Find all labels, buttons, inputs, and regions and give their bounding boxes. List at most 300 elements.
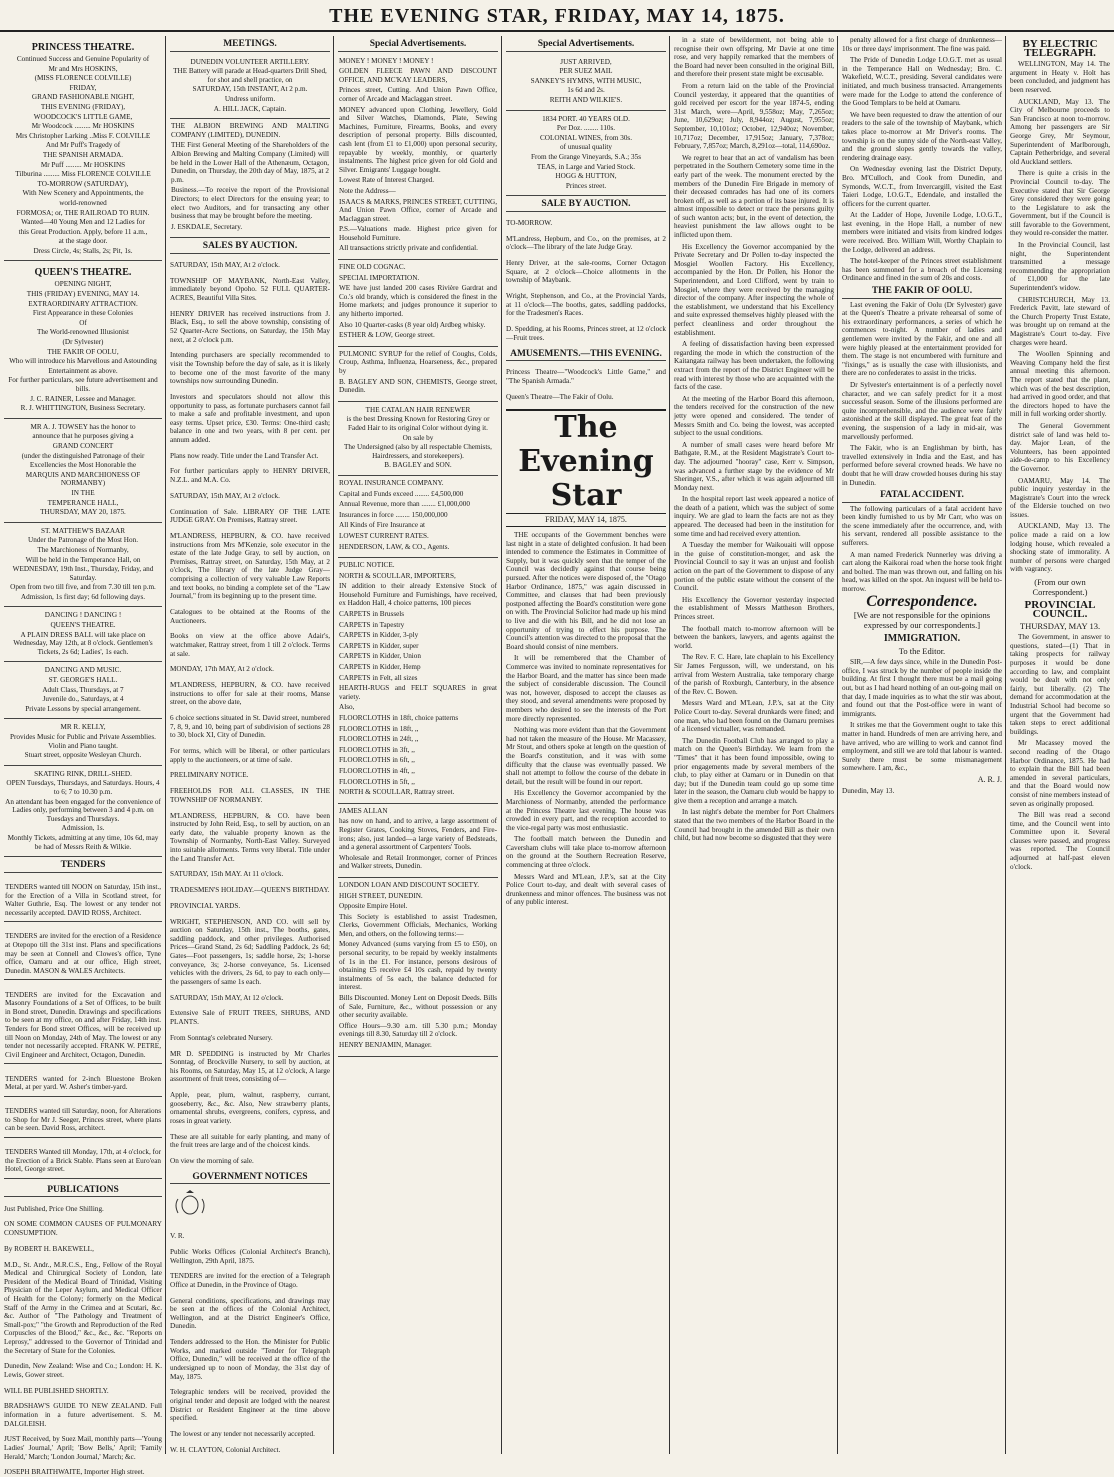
publications-heading: PUBLICATIONS	[4, 1186, 162, 1198]
text-line: A number of small cases were heard before Mr Bathgate, R.M., at the Resident Magistrate's Court to-day. The adjourned "hooray" case, Kerr v. Simpson, was advanced a further stage by the evidence of Mr Sheringer, V.S., after which it was again adjourned till Monday next.	[674, 440, 834, 492]
dancing-music-ad	[4, 662, 162, 719]
text-line: THIS EVENING (FRIDAY),	[40, 102, 126, 111]
text-line: Also 10 Quarter-casks (8 year old) Ardbeg whisky.	[339, 320, 486, 329]
text-line: PULMONIC SYRUP for the relief of Coughs, Colds, Croup, Asthma, Influenza, Hoarseness, &c., prepared by	[339, 349, 497, 375]
text-line: The Marchioness of Normanby,	[37, 545, 129, 554]
text-line: in a state of bewilderment, not being able to recognise their own offspring. Mr Davie at one time rose, and very happily remarked that the members of the Board had never been consulted in the original Bill, and therefore their present state might be excusable.	[674, 36, 834, 79]
text-line: PROVINCIAL YARDS.	[170, 901, 241, 910]
text-line: HENDERSON, LAW, & CO., Agents.	[339, 542, 450, 551]
text-line: FRIDAY,	[69, 83, 97, 92]
text-line: announce that he purposes giving a	[32, 432, 134, 441]
text-line: DUNEDIN VOLUNTEER ARTILLERY.	[190, 57, 310, 66]
text-line: Princes street.	[565, 181, 607, 190]
text-line: A man named Frederick Nunnerley was driving a cart along the Kaikorai road when the horse took fright and bolted. The man was thrown out, and falling on his head, was killed on the spot. An inquest will be held to-morrow.	[842, 550, 1002, 594]
text-line: Extensive Sale of FRUIT TREES, SHRUBS, AND PLANTS.	[170, 1009, 330, 1026]
news-paragraphs-2	[842, 36, 1002, 283]
text-line: Admission, 1s.	[61, 824, 105, 833]
text-line: FLOORCLOTHS in 3ft, ,,	[339, 745, 415, 754]
government-notices-heading: GOVERNMENT NOTICES	[170, 1173, 330, 1185]
text-line: Nothing was more evident than that the Government had not taken the measure of the House. Mr Macassey, Mr Stout, and others spoke at length on the question of the Board's constitution, and it was with some difficulty that the clause was eventually passed. We shall not attempt to follow the course of the debate in detail, but the result will be found in our report.	[506, 726, 666, 786]
royal-insurance-ad	[338, 476, 498, 558]
text-line: A PLAIN DRESS BALL will take place on Wednesday, May 12th, at 8 o'clock. Gentlemen's Tickets, 2s 6d; Ladies', 1s each.	[13, 630, 153, 656]
text-line: On Wednesday evening last the District Deputy, Bro. M'Culloch, and Cook from Dunedin, and Symonds, W.C.T., from Invercargill, visited the East Taieri Lodge, I.O.G.T., Edendale, and installed the officers for the current quarter.	[842, 165, 1002, 208]
text-line: By ROBERT H. BAKEWELL,	[4, 1244, 94, 1253]
text-line: From Sonntag's celebrated Nursery.	[170, 1033, 273, 1042]
queens-theatre-heading: QUEEN'S THEATRE.	[34, 267, 132, 279]
text-line: THE ALBION BREWING AND MALTING COMPANY (LIMITED), DUNEDIN.	[171, 122, 329, 139]
text-line: PRELIMINARY NOTICE.	[170, 771, 249, 780]
text-line: ST. MATTHEW'S BAZAAR	[40, 526, 125, 535]
immigration-salutation: To the Editor.	[898, 646, 946, 657]
text-line: M'LANDRESS, HEPBURN, & CO. have received instructions to offer for sale at their rooms, Manse street, on the above date,	[170, 681, 330, 707]
text-line: The Pride of Dunedin Lodge I.O.G.T. met as usual in the Temperance Hall on Wednesday; Bro. C. Wakefield, W.C.T., presiding. Several candidates were initiated, and much business transacted. Arrangements were made for the Lodge to attend the conference of the Good Templars to be held at Oamaru.	[842, 56, 1002, 108]
masthead	[0, 4, 1114, 32]
text-line: Public Works Offices (Colonial Architect's Branch), Wellington, 29th April, 1875.	[170, 1247, 330, 1265]
text-line: HEARTH-RUGS and FELT SQUARES in great variety.	[339, 684, 497, 701]
royal-crest-icon	[170, 1189, 210, 1219]
text-line: M'LANDRESS, HEPBURN, & CO. have received instructions from Mrs M'Kenzie, sole executor in the estate of the late Judge Gray, to sell by auction, on Premises, Rattray street, on Saturday, 15th May, at 2 o'clock, The library of the late Judge Gray—comprising a collection of very valuable Law Reports and text books, no binding a complete set of the "Law Journal," from its beginning up to the present time.	[170, 532, 330, 601]
text-line: THE SPANISH ARMADA.	[42, 150, 124, 159]
text-line: THE Battery will parade at Head-quarters Drill Shed, for shot and shell practice, on	[173, 67, 327, 84]
text-line: Monthly Tickets, admitting at any time, 10s 6d, may be had of Messrs Reith & Wilkie.	[7, 833, 159, 851]
text-line: GRAND CONCERT	[52, 441, 114, 450]
golden-fleece-ad	[338, 54, 498, 260]
text-line: SPECIAL IMPORTATION.	[339, 273, 420, 282]
text-line: HOGG & HUTTON,	[555, 172, 617, 181]
text-line: We have been requested to draw the attention of our readers to the sale of the township of Maybank, which takes place to-morrow at Mr Driver's rooms. The township is on the sunny side of the North-east Valley, and the ground slopes gently towards the valley, rendering drainage easy.	[842, 110, 1002, 162]
auction-lines	[506, 219, 666, 342]
text-line: TENDERS are invited for the erection of a Telegraph Office at Dunedin, in the Province of Otago.	[170, 1272, 330, 1289]
text-line: Admission, 1s first day; 6d following days.	[20, 592, 146, 601]
text-line: ROYAL INSURANCE COMPANY.	[339, 478, 444, 487]
text-line: SIR,—A few days since, while in the Dunedin Post-office, I was struck by the number of people inside the building. At first I thought there must be a mail going out, but as I had heard nothing of an out-going mail on that day, I made inquiries as to what the stir was about, and found out that the Post-office were in want of immigrants.	[842, 658, 1002, 718]
pulmonic-syrup-ad	[338, 347, 498, 402]
text-line: A feeling of dissatisfaction having been expressed regarding the mode in which the construction of the Kaitangata railway has been undertaken, the following extract from the report of the District Engineer will be read with interest by those who are acquainted with the facts of the case.	[674, 340, 834, 392]
pulmonic-syrup-lines	[339, 350, 497, 395]
tenders-heading: TENDERS	[4, 861, 162, 873]
text-line: SANKEY'S HYMNS, WITH MUSIC,	[530, 76, 642, 85]
text-line: Office Hours—9.30 a.m. till 5.30 p.m.; Monday evenings till 8.30, Saturday till 2 o'clock.	[339, 1021, 497, 1039]
meetings-heading: MEETINGS.	[170, 40, 330, 52]
text-line: B. BAGLEY and SON.	[384, 461, 452, 470]
text-line: Bills Discounted. Money Lent on Deposit Deeds. Bills of Sale, Furniture, &c., without possession or any other security available.	[339, 994, 497, 1020]
text-line: This Society is established to assist Tradesmen, Clerks, Government Officials, Mechanics, Working Men, and others, on the following terms:—	[339, 912, 497, 938]
text-line: FLOORCLOTHS in 18ft, choice patterns	[339, 714, 459, 722]
text-line: The Dunedin Football Club has arranged to play a match on the Queen's Birthday. We learn from the "Times" that it has been found impossible, owing to prior engagements made by several members of the club, to play either at Oamaru or in Dunedin on that day; but if the Dunedin team could go up some time later in the season, the Oamaru club would be happy to give them a reception and arrange a match.	[674, 736, 834, 805]
port-wine-lines	[507, 115, 665, 191]
text-line: Adult Class, Thursdays, at 7	[42, 685, 124, 694]
queens-theatre-ad	[4, 261, 162, 418]
text-line: Continued Success and Genuine Popularity of	[16, 55, 150, 63]
fakir-heading: THE FAKIR OF OOLU.	[842, 287, 1002, 299]
tenders-list	[4, 880, 162, 1179]
text-line: THURSDAY, MAY 20, 1875.	[40, 508, 126, 517]
telegraph-body	[1010, 60, 1110, 574]
text-line: TENDERS wanted for 2-inch Bluestone Broken Metal, at per yard. W. Asher's timber-yard.	[4, 1072, 162, 1097]
text-line: Mrs Christopher Larking ..Miss F. COLVILLE	[15, 131, 151, 140]
text-line: Messrs Ward and M'Lean, J.P.'s, sat at the City Police Court to-day, and dealt with several cases of drunkenness and minor offences. The business was not of any public interest.	[506, 872, 666, 907]
text-line: MONDAY, 17th MAY, At 2 o'clock.	[170, 665, 274, 674]
text-line: Wanted—40 Young Men and 12 Ladies for	[21, 218, 145, 227]
text-line: In last night's debate the member for Port Chalmers stated that the two members of the Harbor Board in the Council had brought in the amended Bill as their own child, but had now become so disgusted that they were	[674, 808, 834, 843]
text-line: TENDERS wanted till Saturday, noon, for Alterations to Shop for Mr J. Seeger, Princes street, where plans can be seen. David Ross, architect.	[4, 1104, 162, 1138]
text-line: Per Doz. ........ 110s.	[556, 124, 616, 133]
text-line: WILL BE PUBLISHED SHORTLY.	[4, 1386, 109, 1395]
text-line: All transactions strictly private and confidential.	[339, 244, 478, 253]
text-line: WEDNESDAY, 19th Inst., Thursday, Friday, and Saturday.	[12, 565, 154, 582]
text-line: Under the Patronage of the Most Hon.	[28, 536, 138, 545]
text-line: An attendant has been engaged for the convenience of Ladies only, performing between 3 and 4 p.m. on Tuesdays and Thursdays.	[5, 797, 161, 823]
text-line: HIGH STREET, DUNEDIN.	[339, 891, 423, 900]
text-line: A Tuesday the member for Waikouaiti will oppose in the guise of constitution-monger, and ask the Provincial Council to say it was an unjust and foolish action on the part of the Government to dispose of any portion of the public estate without the consent of the Council.	[674, 541, 834, 593]
text-line: Catalogues to be obtained at the Rooms of the Auctioneers.	[170, 607, 330, 625]
text-line: A. HILL JACK, Captain.	[213, 104, 287, 113]
loan-society-ad	[338, 878, 498, 1057]
st-matthews-bazaar-ad	[4, 523, 162, 608]
text-line: MARQUIS AND MARCHIONESS OF NORMANBY)	[25, 470, 141, 488]
text-line: For further particulars, see future advertisement and bills.	[8, 376, 158, 393]
text-line: Mr and Mrs HOSKINS,	[48, 64, 118, 73]
text-line: Undress uniform.	[224, 94, 276, 103]
column-3	[338, 36, 502, 1454]
provincial-council-date: THURSDAY, MAY 13.	[1019, 621, 1101, 632]
fakir-body	[842, 301, 1002, 487]
text-line: JOSEPH BRAITHWAITE, Importer High street.	[4, 1468, 145, 1477]
text-line: Last evening the Fakir of Oolu (Dr Sylvester) gave at the Queen's Theatre a private rehearsal of some of his extraordinary performances, a series of which he commences to-night. A number of ladies and gentlemen were invited by the Fakir, and one and all were highly pleased at the entertainment provided for them. The stage is not encumbered with furniture and "fixings," as is usually the case with illusionists, and there are no confederates to assist in the tricks.	[842, 300, 1002, 378]
text-line: The Woollen Spinning and Weaving Company held the first annual meeting this afternoon. The report stated that the plant, which was of the best description, had arrived in good order, and that the directors hoped to have the mill in full working order shortly.	[1010, 350, 1110, 419]
text-line: Insurances in force ........ 150,000,000	[339, 510, 448, 519]
text-line: General conditions, specifications, and drawings may be seen at the offices of the Colonial Architect, Wellington, and at the District Engineer's Office, Dunedin.	[170, 1296, 330, 1331]
text-line: 1834 PORT. 40 YEARS OLD.	[542, 114, 630, 123]
skating-rink-lines	[5, 770, 161, 851]
text-line: REITH AND WILKIE'S.	[549, 95, 623, 104]
government-notice-lines	[170, 1232, 330, 1454]
text-line: TO-MORROW (SATURDAY),	[37, 179, 129, 188]
text-line: The Government, in answer to questions, stated—(1) That in taking prospects for railway purposes it would be done according to law, and complaint would be dealt with not only fairly, but liberally. (2) The demand for accommodation at the Industrial School had become so urgent that the Government had taken steps to erect additional buildings.	[1010, 633, 1110, 736]
text-line: LONDON LOAN AND DISCOUNT SOCIETY.	[339, 880, 480, 889]
text-line: FORMOSA; or, THE RAILROAD TO RUIN.	[16, 208, 150, 217]
text-line: MR R. KELLY,	[60, 723, 106, 732]
text-line: The football match between the Dunedin and Caversham clubs will take place to-morrow afternoon on the ground at the Southern Recreation Reserve, commencing at three o'clock.	[506, 835, 666, 870]
text-line: (Dr Sylvester)	[62, 338, 104, 347]
text-line: at the stage door.	[58, 237, 108, 246]
text-line: D. Spedding, at his Rooms, Princes street, at 12 o'clock—Fruit trees.	[506, 325, 666, 342]
dancing-lines	[5, 611, 161, 656]
text-line: DANCING ! DANCING !	[44, 611, 122, 620]
text-line: THE FAKIR OF OOLU,	[47, 347, 119, 356]
column-6	[842, 36, 1006, 1454]
text-line: Will be held in the Temperance Hall, on	[25, 555, 141, 564]
text-line: ON SOME COMMON CAUSES OF PULMONARY CONSUMPTION.	[4, 1220, 162, 1238]
text-line: From the Grange Vineyards, S.A.; 35s	[530, 152, 642, 161]
text-line: There is quite a crisis in the Provincial Council to-day. The Executive stated that Sir George Grey considered they were going to the Legislature to ask the Government, but if the Council is still favorable to the Government, they would re-consider the matter.	[1010, 169, 1110, 238]
text-line: TO-MORROW.	[506, 219, 553, 228]
text-line: Who will introduce his Marvellous and Astounding	[9, 357, 157, 366]
catalan-hair-lines	[339, 406, 497, 470]
immigration-body	[842, 658, 1002, 773]
evening-star-flag: The Evening Star	[506, 409, 666, 514]
sales-heading: SALES BY AUCTION.	[170, 242, 330, 254]
text-line: Queen's Theatre—The Fakir of Oolu.	[506, 392, 614, 401]
brewing-company-notice	[170, 119, 330, 238]
text-line: Princes street, Cutting. And Union Pawn Office, corner of Arcade and Maclaggan street.	[339, 86, 497, 103]
text-line: MR A. J. TOWSEY has the honor to	[30, 422, 136, 431]
text-line: (MISS FLORENCE COLVILLE)	[34, 74, 132, 83]
cognac-lines	[339, 263, 497, 340]
port-wine-ad	[506, 111, 666, 197]
text-line: THE First General Meeting of the Shareholders of the Albion Brewing and Malting Company (Limited) will be held in the Lower Hall of the Athenæum, Octagon, Dunedin, on Thursday, the 20th day of May, 1875, at 2 p.m.	[171, 141, 329, 184]
text-line: AUCKLAND, May 13. The police made a raid on a low lodging house, which revealed a shocking state of immorality. A number of persons were charged with vagrancy.	[1010, 522, 1110, 574]
text-line: ISAACS & MARKS, PRINCES STREET, CUTTING, And Union Pawn Office, corner of Arcade and Maclaggan street.	[339, 197, 498, 223]
text-line: DANCING AND MUSIC.	[44, 666, 122, 675]
text-line: QUEEN'S THEATRE.	[50, 621, 116, 630]
text-line: WELLINGTON, May 14. The argument in Heaty v. Holt has been concluded, and judgment has been reserved.	[1010, 60, 1110, 94]
princess-theatre-heading: PRINCESS THEATRE.	[31, 42, 135, 53]
text-line: Open from two till five, and from 7.30 till ten p.m.	[10, 583, 156, 592]
text-line: CARPETS in Kidder, Hemp	[339, 663, 421, 672]
text-line: 6 choice sections situated in St. David street, numbered 7, 8, 9, and 10, being part of subdivision of sections 28 to 30, block XI, City of Dunedin.	[170, 714, 330, 740]
text-line: NORTH & SCOULLAR, IMPORTERS,	[339, 571, 456, 580]
text-line: Private Lessons by special arrangement.	[25, 704, 141, 713]
text-line: Dress Circle, 4s; Stalls, 2s; Pit, 1s.	[33, 246, 133, 255]
text-line: M'Landress, Hepburn, and Co., on the premises, at 2 o'clock—The library of the late Judge Gray.	[506, 234, 666, 252]
text-line: COLONIAL WINES, from 30s.	[539, 133, 633, 142]
text-line: Annual Revenue, more than ........ £1,000,000	[339, 500, 470, 509]
dancing-ad	[4, 607, 162, 662]
text-line: AUCKLAND, May 13. The City of Melbourne proceeds to San Francisco at noon to-morrow. Among her passengers are Sir George Grey, Mr Seymour, Superintendent of Marlborough, Captain Petherbridge, and several old Auckland settlers.	[1010, 97, 1110, 166]
text-line: All Kinds of Fire Insurance at	[339, 521, 426, 530]
text-line: At the meeting of the Harbor Board this afternoon, the tenders received for the construction of the new jetty were opened and considered. The tender of Messrs Smith and Co. being the lowest, was accepted subject to the usual conditions.	[674, 394, 834, 438]
text-line: WOODCOCK'S LITTLE GAME,	[33, 112, 133, 121]
text-line: Mr Woodcock ......... Mr HOSKINS	[31, 122, 135, 131]
correspondence-heading: Correspondence.	[866, 592, 978, 610]
text-line: FLOORCLOTHS in 5ft, ,,	[339, 777, 415, 786]
text-line: Business.—To receive the report of the Provisional Directors; to elect Directors for the ensuing year; to elect two Auditors, and for transacting any other business that may be brought before the meeting.	[171, 186, 329, 221]
text-line: FLOORCLOTHS in 4ft, ,,	[339, 766, 415, 775]
provincial-council-body	[1010, 633, 1110, 871]
special-ads-heading: Special Advertisements.	[338, 40, 498, 52]
text-line: SATURDAY, 15th MAY, At 2 o'clock.	[170, 261, 280, 270]
amusements-heading: AMUSEMENTS.—THIS EVENING.	[506, 350, 666, 362]
text-line: BRADSHAW'S GUIDE TO NEW ZEALAND. Full information in a future advertisement. S. M. DALGLEISH.	[4, 1402, 162, 1428]
public-notice-lines	[339, 561, 497, 797]
correspondence-note: [We are not responsible for the opinions expressed by our correspondents.]	[853, 610, 991, 631]
text-line: It strikes me that the Government ought to take this matter in hand. Hundreds of men are arriving here, and have arrived, who are willing to work and cannot find employment, and still we are told that labour is wanted. Surely there must be some mismanagement somewhere. I am, &c.,	[842, 721, 1002, 773]
text-line: Also,	[339, 703, 355, 712]
text-line: First Appearance in these Colonies	[32, 309, 134, 318]
kelly-music-ad	[4, 719, 162, 765]
text-line: SATURDAY, 15th MAY, At 12 o'clock.	[170, 993, 284, 1002]
text-line: Mr Puff ......... Mr HOSKINS	[40, 160, 126, 169]
text-line: has now on hand, and to arrive, a large assortment of Register Grates, Cooking Stoves, Fenders, and Fire-irons; also, just landed—a large variety of Bedsteads, and a general assortment of Carpenters' Tools.	[339, 817, 497, 852]
fatal-accident-body	[842, 505, 1002, 594]
text-line: THIS (FRIDAY) EVENING, MAY 14.	[26, 290, 140, 299]
text-line: In the Provincial Council, last night, the Superintendent transmitted a message recommending the appropriation of £1,000 for the late Superintendent's widow.	[1010, 241, 1110, 293]
text-line: Continuation of Sale. LIBRARY OF THE LATE JUDGE GRAY. On Premises, Rattray street.	[170, 507, 330, 525]
editorial-body	[506, 531, 666, 907]
princess-theatre-ad	[4, 36, 162, 261]
text-line: SKATING RINK, DRILL-SHED.	[34, 769, 132, 778]
text-line: TEMPERANCE HALL,	[47, 498, 119, 507]
text-line: TRADESMEN'S HOLIDAY.—QUEEN'S BIRTHDAY.	[170, 886, 330, 895]
text-line: Juvenile do., Saturdays, at 4	[42, 695, 124, 704]
auction-heading: SALE BY AUCTION.	[506, 200, 666, 212]
text-line: The Rev. F. C. Hare, late chaplain to his Excellency Sir James Fergusson, will, we understand, on his arrival from Western Australia, take temporary charge of the parish of Roxburgh, Canterbury, in the absence of the Rev. C. Bowen.	[674, 653, 834, 696]
text-line: The lowest or any tender not necessarily accepted.	[170, 1429, 315, 1438]
text-line: On view the morning of sale.	[170, 1157, 254, 1165]
text-line: CHRISTCHURCH, May 13. Frederick Pavitt, late steward of the Church Property Trust Estate, was brought up on remand at the Magistrate's Court to-day. Five charges were heard.	[1010, 295, 1110, 347]
publications-list	[4, 1205, 162, 1477]
text-line: 1s 6d and 2s.	[567, 86, 605, 95]
text-line: These are all suitable for early planting, and many of the fruit trees are large and of the choicest kinds.	[170, 1132, 330, 1150]
text-line: It will be remembered that the Chamber of Commerce was invited to nominate representatives for the Harbor Board, and the matter has since been made the subject of considerable discussion. The Council was not, however, disposed to accept the clauses as they stood, and several amendments were proposed by members who desired to see the interests of the Port more directly represented.	[506, 654, 666, 723]
text-line: For terms, which will be liberal, or other particulars apply to the auctioneers, or at time of sale.	[170, 747, 330, 764]
text-line: PUBLIC NOTICE.	[339, 561, 395, 570]
kelly-music-lines	[5, 723, 161, 759]
text-line: Telegraphic tenders will be received, provided the original tender and deposit are lodged with the nearest District or Resident Engineer at the time above specified.	[170, 1388, 330, 1423]
text-line: SATURDAY, 15th INSTANT, At 2 p.m.	[192, 85, 308, 94]
text-line: is the best Dressing Known for Restoring Grey or Faded Hair to its original Color without dying it.	[346, 415, 490, 432]
text-line: TENDERS are invited for the erection of a Residence at Otepopo till the 31st inst. Plans and specifications may be seen at Connell and Clowes's office, Tyne office, Oamaru and at our office, High street, Dunedin. MASON & WALES Architects.	[4, 929, 162, 980]
text-line: W. H. CLAYTON, Colonial Architect.	[170, 1445, 281, 1454]
text-line: Note the Address—	[339, 186, 396, 195]
text-line: PER SUEZ MAIL	[559, 67, 613, 76]
text-line: IN THE	[71, 488, 95, 497]
immigration-heading: IMMIGRATION.	[883, 633, 961, 645]
text-line: CARPETS in Kidder, super	[339, 641, 419, 650]
text-line: JAMES ALLAN	[339, 806, 388, 815]
text-line: Provides Music for Public and Private Assemblies. Violin and Piano taught.	[10, 733, 156, 750]
text-line: Entertainment as above.	[48, 366, 118, 375]
text-line: The Bill was read a second time, and the Council went into Committee upon it. Several clauses were passed, and progress was reported. The Council adjourned at half-past eleven o'clock.	[1010, 811, 1110, 871]
text-line: Plans now ready. Title under the Land Transfer Act.	[170, 451, 319, 460]
column-7	[1010, 36, 1110, 1454]
text-line: Intending purchasers are specially recommended to visit the Township before the day of sale, as it is likely to become one of the most favorite of the many townships now surrounding Dunedin.	[170, 351, 330, 386]
text-line: Messrs Ward and M'Lean, J.P.'s, sat at the City Police Court to-day. Several drunkards were fined; and one man, who had been found on the Oamaru premises of a licensed victualler, was remanded.	[674, 699, 834, 734]
text-line: MONEY advanced upon Clothing, Jewellery, Gold and Silver Watches, Diamonds, Plate, Sewing Machines, Furniture, Firearms, Books, and every description of personal property. Bills discounted, cash lent (from £1 to £1,000) upon personal security, repayable by weekly, monthly, or quarterly instalments. The highest price given for old Gold and Silver. Emigrants' Luggage bought.	[339, 105, 497, 174]
news-paragraphs	[674, 36, 834, 843]
text-line: J. C. RAINER, Lessee and Manager.	[30, 394, 136, 403]
text-line: Of	[79, 318, 87, 327]
text-line: Just Published, Price One Shilling.	[4, 1204, 104, 1213]
catalan-hair-ad	[338, 402, 498, 476]
telegraph-heading: BY ELECTRIC TELEGRAPH.	[1022, 38, 1098, 59]
text-line: Dr Sylvester's entertainment is of a perfectly novel character, and we can safely predict for it a most successful season. Some of the illusions performed are quite incomprehensible, and the audience were fairly astonished at the skill displayed. The great feat of the evening, the suspension of a lady in mid-air, was marvellously performed.	[842, 380, 1002, 441]
text-line: HENRY BENJAMIN, Manager.	[339, 1041, 432, 1049]
text-line: OPEN Tuesdays, Thursdays, and Saturdays. Hours, 4 to 6; 7 to 10.30 p.m.	[6, 779, 160, 796]
princess-theatre-lines	[5, 55, 161, 255]
provincial-council-heading: PROVINCIAL COUNCIL.	[1024, 599, 1096, 620]
text-line: Tilburina ......... Miss FLORENCE COLVILLE	[15, 170, 151, 179]
column-1	[4, 36, 166, 1477]
immigration-signoff: A. R. J.	[977, 774, 1002, 784]
text-line: Investors and speculators should not allow this opportunity to pass, as fortunate purchasers cannot fail to make a safe and profitable investment, and upon easy terms. Upset price, £30. Terms: One-third cash; balance in one and two years, with 8 per cent. per annum added.	[170, 392, 330, 444]
artillery-notice	[170, 54, 330, 120]
text-line: LOWEST CURRENT RATES.	[339, 531, 429, 540]
text-line: Money Advanced (sums varying from £5 to £50), on personal security, to be repaid by weekly instalments of 1s in the £1. For instance, persons desirous of obtaining £5 receive £4 10s cash, repaid by twenty instalments of 5s each, the balance deducted for interest.	[339, 940, 497, 992]
queens-theatre-lines	[5, 280, 161, 412]
text-line: FLOORCLOTHS in 24ft, ,,	[339, 735, 419, 744]
james-allan-lines	[339, 807, 497, 871]
text-line: JUST Received, by Suez Mail, monthly parts—'Young Ladies' Journal,' April; 'Bow Bells,' April; 'Family Herald,' March; 'London Journal,' March; &c.	[4, 1435, 162, 1461]
text-line: GOLDEN FLEECE PAWN AND DISCOUNT OFFICE, AND MC'KAY LEADERS,	[339, 67, 497, 84]
text-line: Mr Macassey moved the second reading of the Otago Harbor Ordinance, 1875. He had to explain that the Bill had been amended in several particulars, and that the Board would now consist of nine members instead of seven as originally proposed.	[1010, 739, 1111, 808]
text-line: On sale by	[402, 433, 434, 442]
text-line: The following particulars of a fatal accident have been kindly furnished to us by Mr Carr, who was on the scene immediately after the occurrence, and, with his servant, rendered all possible assistance to the sufferers.	[842, 504, 1002, 548]
correspondent-note: (From our own Correspondent.)	[1032, 577, 1088, 598]
text-line: Princess Theatre—"Woodcock's Little Game," and "The Spanish Armada."	[506, 368, 666, 385]
column-5	[674, 36, 838, 1454]
text-line: J. ESKDALE, Secretary.	[171, 222, 243, 231]
text-line: WRIGHT, STEPHENSON, AND CO. will sell by auction on Saturday, 15th inst., The booths, gates, saddling paddock, and other privileges. Authorised Prices—Grand Stand, 2s 6d; Saddling Paddock, 2s 6d; Gates—Foot passengers, 1s; saddle horse, 2s; 1-horse conveyance, 3s; 2-horse conveyance, 5s. Licensed vehicles with the drivers, 2s 6d, to pay to each only—the passengers of same 1s each.	[170, 917, 330, 986]
text-line: EXTRAORDINARY ATTRACTION.	[28, 299, 138, 308]
text-line: The General Government district sale of land was held to-day. Major Lean, of the Volunteers, has been appointed aide-de-camp to his Excellency the Governor.	[1010, 421, 1110, 473]
text-line: The World-renowned Illusionist	[37, 328, 129, 337]
text-line: CARPETS in Kidder, Union	[339, 652, 421, 661]
text-line: of unusual quality	[560, 143, 612, 152]
text-line: WE have just landed 200 cases Rivière Gardrat and Co.'s old brandy, which is considered the finest in the Home markets; and judges pronounce it superior to any hitherto imported.	[339, 284, 497, 319]
text-line: For further particulars apply to HENRY DRIVER, N.Z.L. and M.A. Co.	[170, 467, 330, 485]
golden-fleece-lines	[339, 57, 497, 253]
amusements-lines	[506, 368, 666, 401]
special-ads-heading-2: Special Advertisements.	[506, 40, 666, 52]
text-line: MR D. SPEDDING is instructed by Mr Charles Sonntag, of Brockville Nursery, to sell by auction, at his Rooms, on Saturday, May 15, at 12 o'clock, A large assortment of fruit trees, consisting of—	[170, 1049, 330, 1084]
text-line: The Undersigned (also by all respectable Chemists, Hairdressers, and storekeepers).	[344, 443, 492, 460]
text-line: Wright, Stephenson, and Co., at the Provincial Yards, at 11 o'clock—The booths, gates, saddling paddocks, for the Tradesmen's Races.	[506, 292, 666, 318]
text-line: TENDERS Wanted till Monday, 17th, at 4 o'clock, for the Erection of a Brick Stable. Plans seen at Euro'ean Hotel, George street.	[4, 1145, 162, 1179]
text-line: M.D., St. Andr., M.R.C.S., Eng., Fellow of the Royal Medical and Chirurgical Society of London, late President of the Medical Board of Trinidad, Visiting Physician of the Leper Asylum, and Medical Officer of Health for the Colony; formerly on the Medical Staff of the Army in the Crimea and at Scutari, &c. &c. Author of "The Pathology and Treatment of Small-pox;" "the Growth and Reproduction of the Red Corpuscles of the Blood," &c., &c., &c. "Reports on Leprosy," addressed to the Governor of Trinidad and the Secretary of State for the Colonies.	[4, 1260, 162, 1355]
fatal-accident-heading: FATAL ACCIDENT.	[842, 491, 1002, 503]
text-line: The Fakir, who is an Englishman by birth, has travelled extensively in India and the East, and has performed before several crowned heads. We have no doubt that he will draw crowded houses during his stay in Dunedin.	[842, 444, 1002, 487]
text-line: CARPETS in Kidder, 3-ply	[339, 631, 419, 640]
text-line: Apple, pear, plum, walnut, raspberry, currant, gooseberry, &c., &c. Also, New strawberry plants, ornamental shrubs, evergreens, conifers, cypress, and roses in great variety.	[170, 1091, 330, 1125]
text-line: SATURDAY, 15th MAY. At 11 o'clock.	[170, 870, 284, 879]
masthead-title: THE EVENING STAR, FRIDAY, MAY 14, 1875.	[329, 5, 785, 27]
text-line: HENRY DRIVER has received instructions from J. Black, Esq., to sell the above township, consisting of 52 Quarter-Acre Sections, on Saturday, the 15th May next, at 2 o'clock p.m.	[170, 309, 330, 344]
text-line: TEAS, in Large and Varied Stock.	[536, 162, 636, 171]
text-line: His Excellency the Governor accompanied by the Private Secretary and Dr Pollen to-day inspected the Mosgiel Woollen Factory. His Excellency, accompanied by the Hon. Dr Pollen, his Honor the Superintendent, and Lord Clifford, went by train to Mosgiel, where they were received by the managing director of the company. After inspecting the whole of the establishment, we understand that his Excellency and suite expressed themselves highly pleased with the perfect cleanliness and order throughout the establishment.	[674, 242, 834, 337]
text-line: CARPETS in Felt, all sizes	[339, 673, 418, 682]
text-line: Books on view at the office above Adair's, watchmaker, Rattray street, from 1 till 2 o'clock. Terms at sale.	[170, 632, 330, 658]
text-line: (under the distinguished Patronage of their	[21, 451, 145, 460]
artillery-lines	[171, 58, 329, 114]
public-notice-ad	[338, 558, 498, 804]
text-line: With New Scenery and Appointments, the	[22, 189, 144, 198]
text-line: FLOORCLOTHS in 6ft, ,,	[339, 756, 415, 765]
text-line: Capital and Funds exceed ........ £4,500,000	[339, 489, 464, 498]
suez-mail-lines	[507, 58, 665, 105]
text-line: TOWNSHIP OF MAYBANK, North-East Valley, immediately beyond Opoho. 52 FULL QUARTER-ACRES, Beautiful Villa Sites.	[170, 276, 330, 303]
text-line: THE occupants of the Government benches were last night in a state of delighted confusion. It had been intended to commence the Estimates in Committee of Supply, but it was quickly seen that the temper of the Council was decidedly against that course being pursued. After the notices were disposed of, the "Otago Harbor Ordinance, 1875," was again discussed in Committee, and clauses that had been previously postponed affecting the Board's constitution were gone on with. The Provincial Solicitor had made up his mind to live and die with his Bill, and he did not lose an opportunity of trying to effect his purpose. The Council's attention was directed to the proposal that the Board should consist of nine members.	[506, 531, 666, 651]
text-line: NORTH & SCOULLAR, Rattray street.	[339, 788, 455, 797]
text-line: JUST ARRIVED,	[560, 57, 612, 66]
text-line: ST. GEORGE'S HALL.	[48, 676, 118, 685]
text-line: His Excellency the Governor accompanied by the Marchioness of Normanby, attended the performance at the Princess Theatre last evening. The house was crowded in every part, and the reception accorded to the vice-regal party was most enthusiastic.	[506, 789, 666, 832]
text-line: TENDERS wanted till NOON on Saturday, 15th inst., for the Erection of a Villa in Scotland street, for Walter Guthrie, Esq. The lowest or any tender not necessarily accepted. DAVID ROSS, Architect.	[4, 880, 162, 922]
text-line: Lowest Rate of Interest Charged.	[339, 176, 435, 185]
text-line: FREEHOLDS FOR ALL CLASSES, IN THE TOWNSHIP OF NORMANBY.	[170, 787, 330, 804]
text-line: M'LANDRESS, HEPBURN, & CO. have been instructed by John Reid, Esq., to sell by auction, on an early date, the valuable property known as the Township of Normanby, North-East Valley. Surveyed into suitable allotments. Terms very liberal. Title under the Land Transfer Act.	[170, 811, 330, 863]
brewing-company-lines	[171, 122, 329, 231]
text-line: Wholesale and Retail Ironmonger, corner of Princes and Walker streets, Dunedin.	[339, 853, 497, 871]
text-line: We regret to hear that an act of vandalism has been perpetrated in the Southern Cemetery some time in the early part of the week. The monument erected by the members of the Dunedin Fire Brigade in memory of their deceased comrades has had one of its corners broken off, as well as a portion of its base injured. It is almost impossible to detect or trace the persons guilty of such wanton acts; but, in the event of detection, the heaviest punishment the law allows ought to be inflicted upon them.	[674, 153, 834, 240]
text-line: B. BAGLEY AND SON, CHEMISTS, George street, Dunedin.	[339, 377, 497, 395]
text-line: OPENING NIGHT,	[54, 280, 112, 289]
text-line: FINE OLD COGNAC.	[339, 263, 406, 272]
skating-rink-ad	[4, 766, 162, 857]
text-line: THE CATALAN HAIR RENEWER	[365, 405, 471, 414]
towsey-concert-lines	[5, 423, 161, 517]
